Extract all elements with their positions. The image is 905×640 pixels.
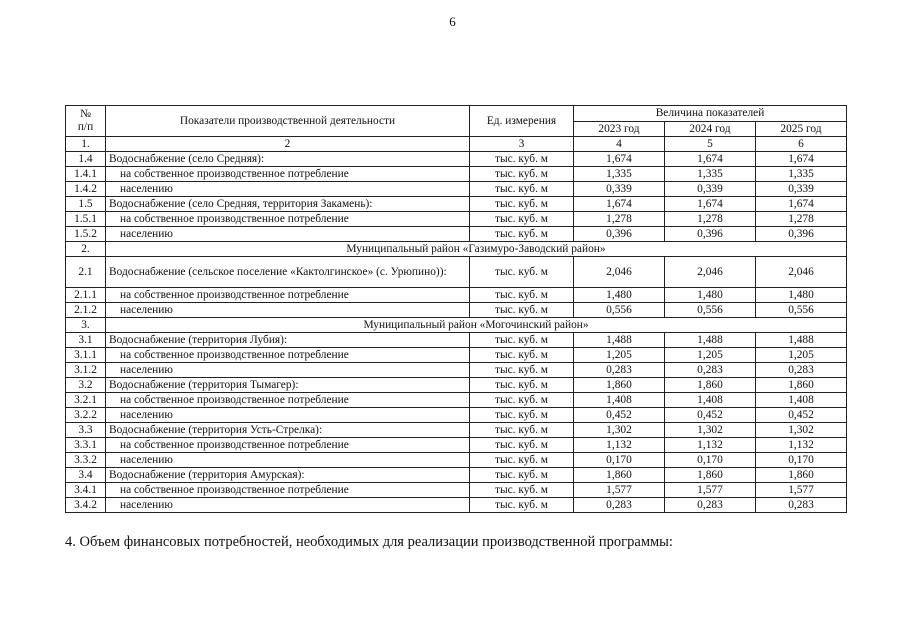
value-2025: 1,577 [756, 483, 847, 498]
index-cell: 6 [756, 137, 847, 152]
value-2024: 1,408 [665, 393, 756, 408]
row-number: 3.3 [66, 423, 106, 438]
indicator-name: на собственное производственное потребление [106, 167, 470, 182]
row-number: 1.5 [66, 197, 106, 212]
table-row [66, 483, 847, 498]
table-row [66, 453, 847, 468]
unit-cell: тыс. куб. м [470, 257, 574, 288]
value-2023: 1,860 [574, 468, 665, 483]
unit-cell: тыс. куб. м [470, 423, 574, 438]
unit-cell: тыс. куб. м [470, 288, 574, 303]
unit-cell: тыс. куб. м [470, 303, 574, 318]
indicator-name: населению [106, 453, 470, 468]
value-2025: 1,205 [756, 348, 847, 363]
value-2023: 1,860 [574, 378, 665, 393]
indicator-name: Водоснабжение (территория Амурская): [106, 468, 470, 483]
table-row [66, 257, 847, 288]
indicator-name: населению [106, 303, 470, 318]
unit-cell: тыс. куб. м [470, 348, 574, 363]
table-row [66, 152, 847, 167]
value-2023: 1,302 [574, 423, 665, 438]
row-number: 3.1 [66, 333, 106, 348]
table-row [66, 378, 847, 393]
value-2025: 0,556 [756, 303, 847, 318]
page-number: 6 [449, 14, 456, 29]
row-number: 2. [66, 242, 106, 257]
index-cell: 4 [574, 137, 665, 152]
value-2025: 0,170 [756, 453, 847, 468]
value-2025: 2,046 [756, 257, 847, 288]
value-2024: 1,674 [665, 152, 756, 167]
value-2024: 0,339 [665, 182, 756, 197]
value-2025: 1,278 [756, 212, 847, 227]
table-row [66, 423, 847, 438]
indicators-table [65, 105, 847, 513]
header-year-2023: 2023 год [574, 122, 665, 137]
row-number: 2.1.1 [66, 288, 106, 303]
section-heading: 4. Объем финансовых потребностей, необходимых для реализации производственной программы: [65, 534, 673, 550]
indicator-name: населению [106, 408, 470, 423]
header-year-2025: 2025 год [756, 122, 847, 137]
value-2023: 0,556 [574, 303, 665, 318]
table-row [66, 167, 847, 182]
section-title: Муниципальный район «Могочинский район» [106, 318, 847, 333]
indicator-name: на собственное производственное потребление [106, 348, 470, 363]
row-number: 2.1.2 [66, 303, 106, 318]
unit-cell: тыс. куб. м [470, 498, 574, 513]
row-number: 1.4.1 [66, 167, 106, 182]
value-2023: 1,674 [574, 152, 665, 167]
table-row [66, 438, 847, 453]
value-2024: 0,170 [665, 453, 756, 468]
table-section-row [66, 242, 847, 257]
table-row [66, 363, 847, 378]
unit-cell: тыс. куб. м [470, 197, 574, 212]
table-section-row [66, 318, 847, 333]
value-2024: 1,132 [665, 438, 756, 453]
unit-cell: тыс. куб. м [470, 152, 574, 167]
value-2025: 1,860 [756, 378, 847, 393]
value-2023: 0,396 [574, 227, 665, 242]
value-2023: 0,339 [574, 182, 665, 197]
unit-cell: тыс. куб. м [470, 333, 574, 348]
value-2023: 1,335 [574, 167, 665, 182]
table-row [66, 197, 847, 212]
value-2024: 0,452 [665, 408, 756, 423]
table-row [66, 182, 847, 197]
indicator-name: населению [106, 363, 470, 378]
value-2024: 1,860 [665, 468, 756, 483]
row-number: 2.1 [66, 257, 106, 288]
value-2023: 1,278 [574, 212, 665, 227]
indicator-name: населению [106, 498, 470, 513]
value-2025: 0,396 [756, 227, 847, 242]
value-2025: 1,674 [756, 197, 847, 212]
index-cell: 3 [470, 137, 574, 152]
value-2023: 1,577 [574, 483, 665, 498]
unit-cell: тыс. куб. м [470, 408, 574, 423]
table-body [66, 137, 847, 513]
indicator-name: на собственное производственное потребление [106, 483, 470, 498]
table-row [66, 288, 847, 303]
value-2024: 0,556 [665, 303, 756, 318]
value-2023: 0,452 [574, 408, 665, 423]
table-row [66, 333, 847, 348]
row-number: 1.4.2 [66, 182, 106, 197]
value-2025: 0,339 [756, 182, 847, 197]
value-2024: 1,335 [665, 167, 756, 182]
header-values-group: Величина показателей [574, 106, 847, 122]
row-number: 3.2.2 [66, 408, 106, 423]
indicator-name: Водоснабжение (село Средняя, территория Закамень): [106, 197, 470, 212]
value-2025: 1,302 [756, 423, 847, 438]
table-header-row [66, 106, 847, 122]
indicator-name: на собственное производственное потребление [106, 438, 470, 453]
value-2023: 1,205 [574, 348, 665, 363]
row-number: 3.1.1 [66, 348, 106, 363]
table-row [66, 303, 847, 318]
value-2023: 1,132 [574, 438, 665, 453]
column-index-row [66, 137, 847, 152]
table-row [66, 348, 847, 363]
table-row [66, 498, 847, 513]
index-cell: 1. [66, 137, 106, 152]
indicator-name: на собственное производственное потребление [106, 288, 470, 303]
table-row [66, 212, 847, 227]
unit-cell: тыс. куб. м [470, 378, 574, 393]
value-2023: 1,488 [574, 333, 665, 348]
row-number: 3.3.2 [66, 453, 106, 468]
value-2024: 2,046 [665, 257, 756, 288]
unit-cell: тыс. куб. м [470, 438, 574, 453]
value-2024: 1,674 [665, 197, 756, 212]
value-2024: 1,577 [665, 483, 756, 498]
unit-cell: тыс. куб. м [470, 393, 574, 408]
row-number: 1.4 [66, 152, 106, 167]
header-num: № п/п [66, 106, 106, 137]
row-number: 1.5.2 [66, 227, 106, 242]
row-number: 3. [66, 318, 106, 333]
unit-cell: тыс. куб. м [470, 182, 574, 197]
row-number: 3.1.2 [66, 363, 106, 378]
row-number: 3.3.1 [66, 438, 106, 453]
value-2025: 1,674 [756, 152, 847, 167]
section-title: Муниципальный район «Газимуро-Заводский район» [106, 242, 847, 257]
indicator-name: Водоснабжение (территория Усть-Стрелка): [106, 423, 470, 438]
value-2023: 0,170 [574, 453, 665, 468]
value-2024: 1,278 [665, 212, 756, 227]
value-2023: 2,046 [574, 257, 665, 288]
value-2024: 1,302 [665, 423, 756, 438]
value-2025: 1,488 [756, 333, 847, 348]
value-2023: 1,674 [574, 197, 665, 212]
row-number: 3.2 [66, 378, 106, 393]
value-2024: 1,488 [665, 333, 756, 348]
value-2024: 1,480 [665, 288, 756, 303]
value-2025: 1,132 [756, 438, 847, 453]
index-cell: 5 [665, 137, 756, 152]
unit-cell: тыс. куб. м [470, 453, 574, 468]
row-number: 3.4 [66, 468, 106, 483]
row-number: 1.5.1 [66, 212, 106, 227]
indicator-name: населению [106, 227, 470, 242]
value-2024: 0,283 [665, 498, 756, 513]
value-2023: 1,408 [574, 393, 665, 408]
indicator-name: на собственное производственное потребление [106, 212, 470, 227]
value-2025: 0,452 [756, 408, 847, 423]
unit-cell: тыс. куб. м [470, 363, 574, 378]
header-unit: Ед. измерения [470, 106, 574, 137]
table-row [66, 408, 847, 423]
value-2023: 0,283 [574, 363, 665, 378]
header-year-2024: 2024 год [665, 122, 756, 137]
value-2025: 0,283 [756, 363, 847, 378]
indicator-name: Водоснабжение (сельское поселение «Кактолгинское» (с. Урюпино)): [106, 257, 470, 288]
unit-cell: тыс. куб. м [470, 167, 574, 182]
value-2023: 0,283 [574, 498, 665, 513]
value-2025: 1,480 [756, 288, 847, 303]
value-2024: 0,396 [665, 227, 756, 242]
table-row [66, 393, 847, 408]
unit-cell: тыс. куб. м [470, 212, 574, 227]
indicator-name: Водоснабжение (территория Тымагер): [106, 378, 470, 393]
row-number: 3.4.1 [66, 483, 106, 498]
value-2025: 1,335 [756, 167, 847, 182]
index-cell: 2 [106, 137, 470, 152]
value-2025: 0,283 [756, 498, 847, 513]
value-2024: 1,860 [665, 378, 756, 393]
row-number: 3.2.1 [66, 393, 106, 408]
indicator-name: населению [106, 182, 470, 197]
indicator-name: на собственное производственное потребление [106, 393, 470, 408]
value-2024: 1,205 [665, 348, 756, 363]
table-row [66, 227, 847, 242]
unit-cell: тыс. куб. м [470, 483, 574, 498]
unit-cell: тыс. куб. м [470, 468, 574, 483]
table-row [66, 468, 847, 483]
indicator-name: Водоснабжение (село Средняя): [106, 152, 470, 167]
value-2024: 0,283 [665, 363, 756, 378]
row-number: 3.4.2 [66, 498, 106, 513]
value-2025: 1,860 [756, 468, 847, 483]
value-2025: 1,408 [756, 393, 847, 408]
value-2023: 1,480 [574, 288, 665, 303]
indicator-name: Водоснабжение (территория Лубия): [106, 333, 470, 348]
header-name: Показатели производственной деятельности [106, 106, 470, 137]
unit-cell: тыс. куб. м [470, 227, 574, 242]
